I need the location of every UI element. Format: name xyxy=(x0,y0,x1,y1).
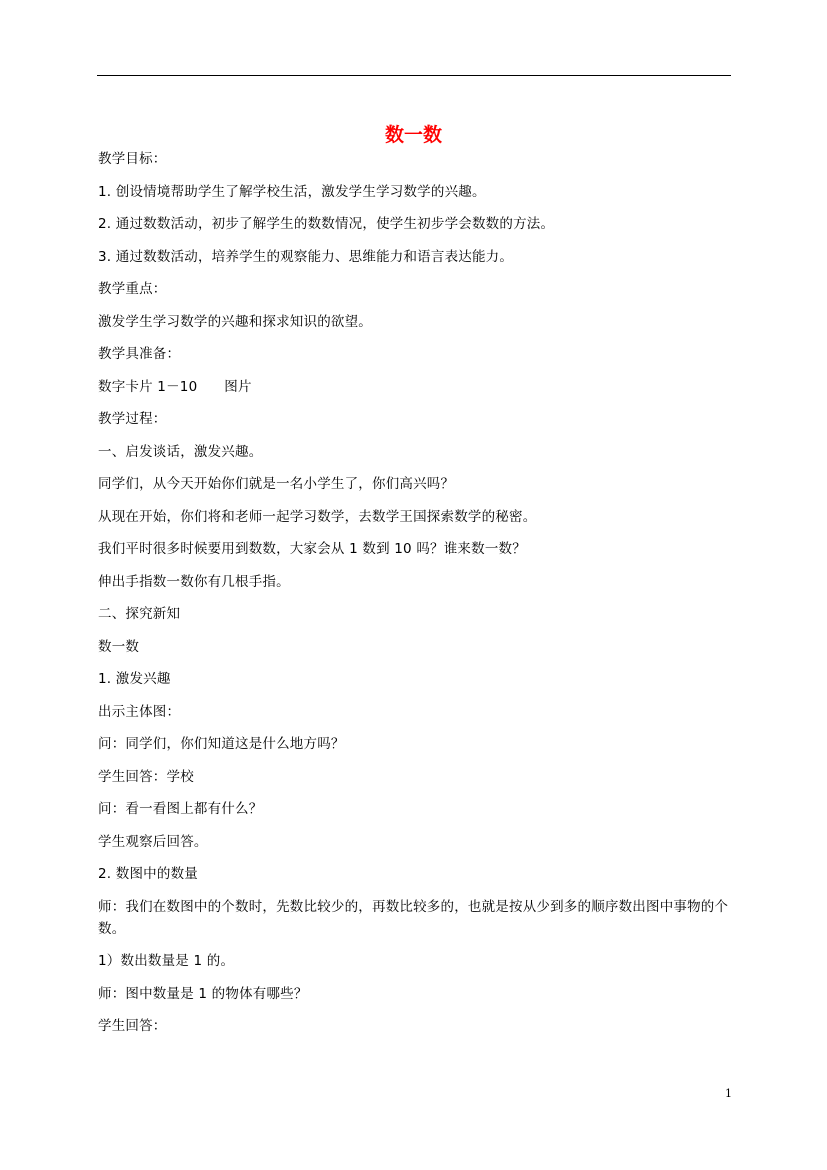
paragraph: 2. 数图中的数量 xyxy=(98,866,198,882)
document-body xyxy=(98,148,732,1048)
paragraph: 数字卡片 1－10 图片 xyxy=(98,378,252,395)
paragraph: 1. 激发兴趣 xyxy=(98,671,171,687)
paragraph: 一、启发谈话，激发兴趣。 xyxy=(98,443,263,460)
paragraph: 师：我们在数图中的个数时，先数比较少的，再数比较多的，也就是按从少到多的顺序数出图中事物的个数。 xyxy=(98,898,729,937)
paragraph: 同学们，从今天开始你们就是一名小学生了，你们高兴吗？ xyxy=(98,476,455,492)
paragraph: 问：看一看图上都有什么？ xyxy=(98,801,263,817)
paragraph: 教学重点： xyxy=(98,281,167,297)
paragraph: 教学具准备： xyxy=(98,346,181,362)
paragraph: 问：同学们，你们知道这是什么地方吗？ xyxy=(98,736,345,752)
paragraph: 激发学生学习数学的兴趣和探求知识的欲望。 xyxy=(98,313,372,330)
paragraph: 教学过程： xyxy=(98,411,167,427)
paragraph: 伸出手指数一数你有几根手指。 xyxy=(98,573,290,590)
paragraph: 1. 创设情境帮助学生了解学校生活，激发学生学习数学的兴趣。 xyxy=(98,183,486,200)
paragraph: 二、探究新知 xyxy=(98,606,181,622)
paragraph: 学生回答： xyxy=(98,1018,167,1034)
paragraph: 出示主体图： xyxy=(98,703,181,720)
paragraph: 2. 通过数数活动，初步了解学生的数数情况，使学生初步学会数数的方法。 xyxy=(98,216,555,232)
page-number: 1 xyxy=(725,1087,732,1100)
paragraph: 教学目标： xyxy=(98,151,167,167)
paragraph: 学生回答：学校 xyxy=(98,768,194,785)
paragraph: 师：图中数量是 1 的物体有哪些？ xyxy=(98,985,308,1002)
paragraph: 我们平时很多时候要用到数数，大家会从 1 数到 10 吗？谁来数一数？ xyxy=(98,541,526,557)
paragraph: 1）数出数量是 1 的。 xyxy=(98,953,235,969)
page-title: 数一数 xyxy=(384,123,442,146)
header-rule xyxy=(97,75,731,76)
paragraph: 3. 通过数数活动，培养学生的观察能力、思维能力和语言表达能力。 xyxy=(98,248,514,265)
paragraph: 从现在开始，你们将和老师一起学习数学，去数学王国探索数学的秘密。 xyxy=(98,508,537,525)
paragraph: 数一数 xyxy=(98,638,140,655)
paragraph: 学生观察后回答。 xyxy=(98,833,208,850)
